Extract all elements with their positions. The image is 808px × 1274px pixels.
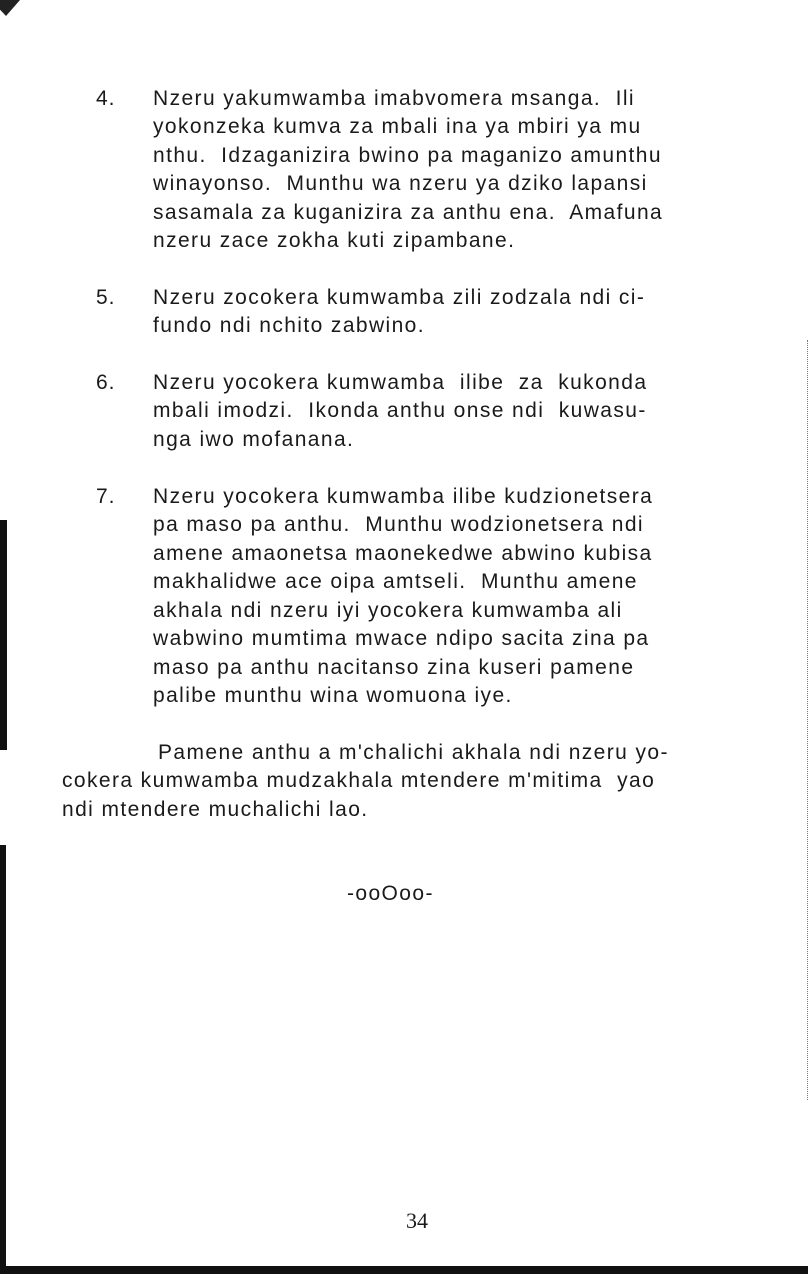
item-line: palibe munthu wina womuona iye. — [153, 684, 513, 707]
item-line: wabwino mumtima mwace ndipo sacita zina pa — [153, 627, 650, 650]
item-line: nga iwo mofanana. — [153, 428, 355, 451]
item-line: nzeru zace zokha kuti zipambane. — [153, 229, 516, 252]
section-separator: -ooOoo- — [347, 882, 434, 905]
item-line: mbali imodzi. Ikonda anthu onse ndi kuwasu- — [153, 399, 647, 422]
item-line: maso pa anthu nacitanso zina kuseri pamene — [153, 656, 635, 679]
item-line: nthu. Idzaganizira bwino pa maganizo amunthu — [153, 144, 662, 167]
scan-mark — [0, 0, 20, 16]
item-line: fundo ndi nchito zabwino. — [153, 314, 425, 337]
item-line: winayonso. Munthu wa nzeru ya dziko lapansi — [153, 172, 648, 195]
item-number: 4. — [96, 87, 116, 110]
paragraph-line: Pamene anthu a m'chalichi akhala ndi nzeru yo- — [158, 741, 669, 764]
scan-edge — [0, 845, 6, 1274]
scan-edge — [0, 520, 7, 750]
item-line: Nzeru yakumwamba imabvomera msanga. Ili — [153, 87, 635, 110]
item-number: 6. — [96, 371, 116, 394]
item-line: yokonzeka kumva za mbali ina ya mbiri ya mu — [153, 115, 642, 138]
item-line: Nzeru yocokera kumwamba ilibe kudzionetsera — [153, 485, 654, 508]
item-line: sasamala za kuganizira za anthu ena. Amafuna — [153, 201, 664, 224]
paragraph-line: ndi mtendere muchalichi lao. — [62, 798, 369, 821]
paragraph-line: cokera kumwamba mudzakhala mtendere m'mitima yao — [62, 769, 656, 792]
item-number: 5. — [96, 286, 116, 309]
item-line: makhalidwe ace oipa amtseli. Munthu amene — [153, 570, 638, 593]
page-number: 34 — [406, 1208, 428, 1233]
item-line: pa maso pa anthu. Munthu wodzionetsera ndi — [153, 513, 644, 536]
item-number: 7. — [96, 485, 116, 508]
item-line: akhala ndi nzeru iyi yocokera kumwamba ali — [153, 599, 623, 622]
item-line: amene amaonetsa maonekedwe abwino kubisa — [153, 542, 653, 565]
item-line: Nzeru zocokera kumwamba zili zodzala ndi ci- — [153, 286, 646, 309]
scan-edge — [0, 1266, 808, 1274]
item-line: Nzeru yocokera kumwamba ilibe za kukonda — [153, 371, 648, 394]
